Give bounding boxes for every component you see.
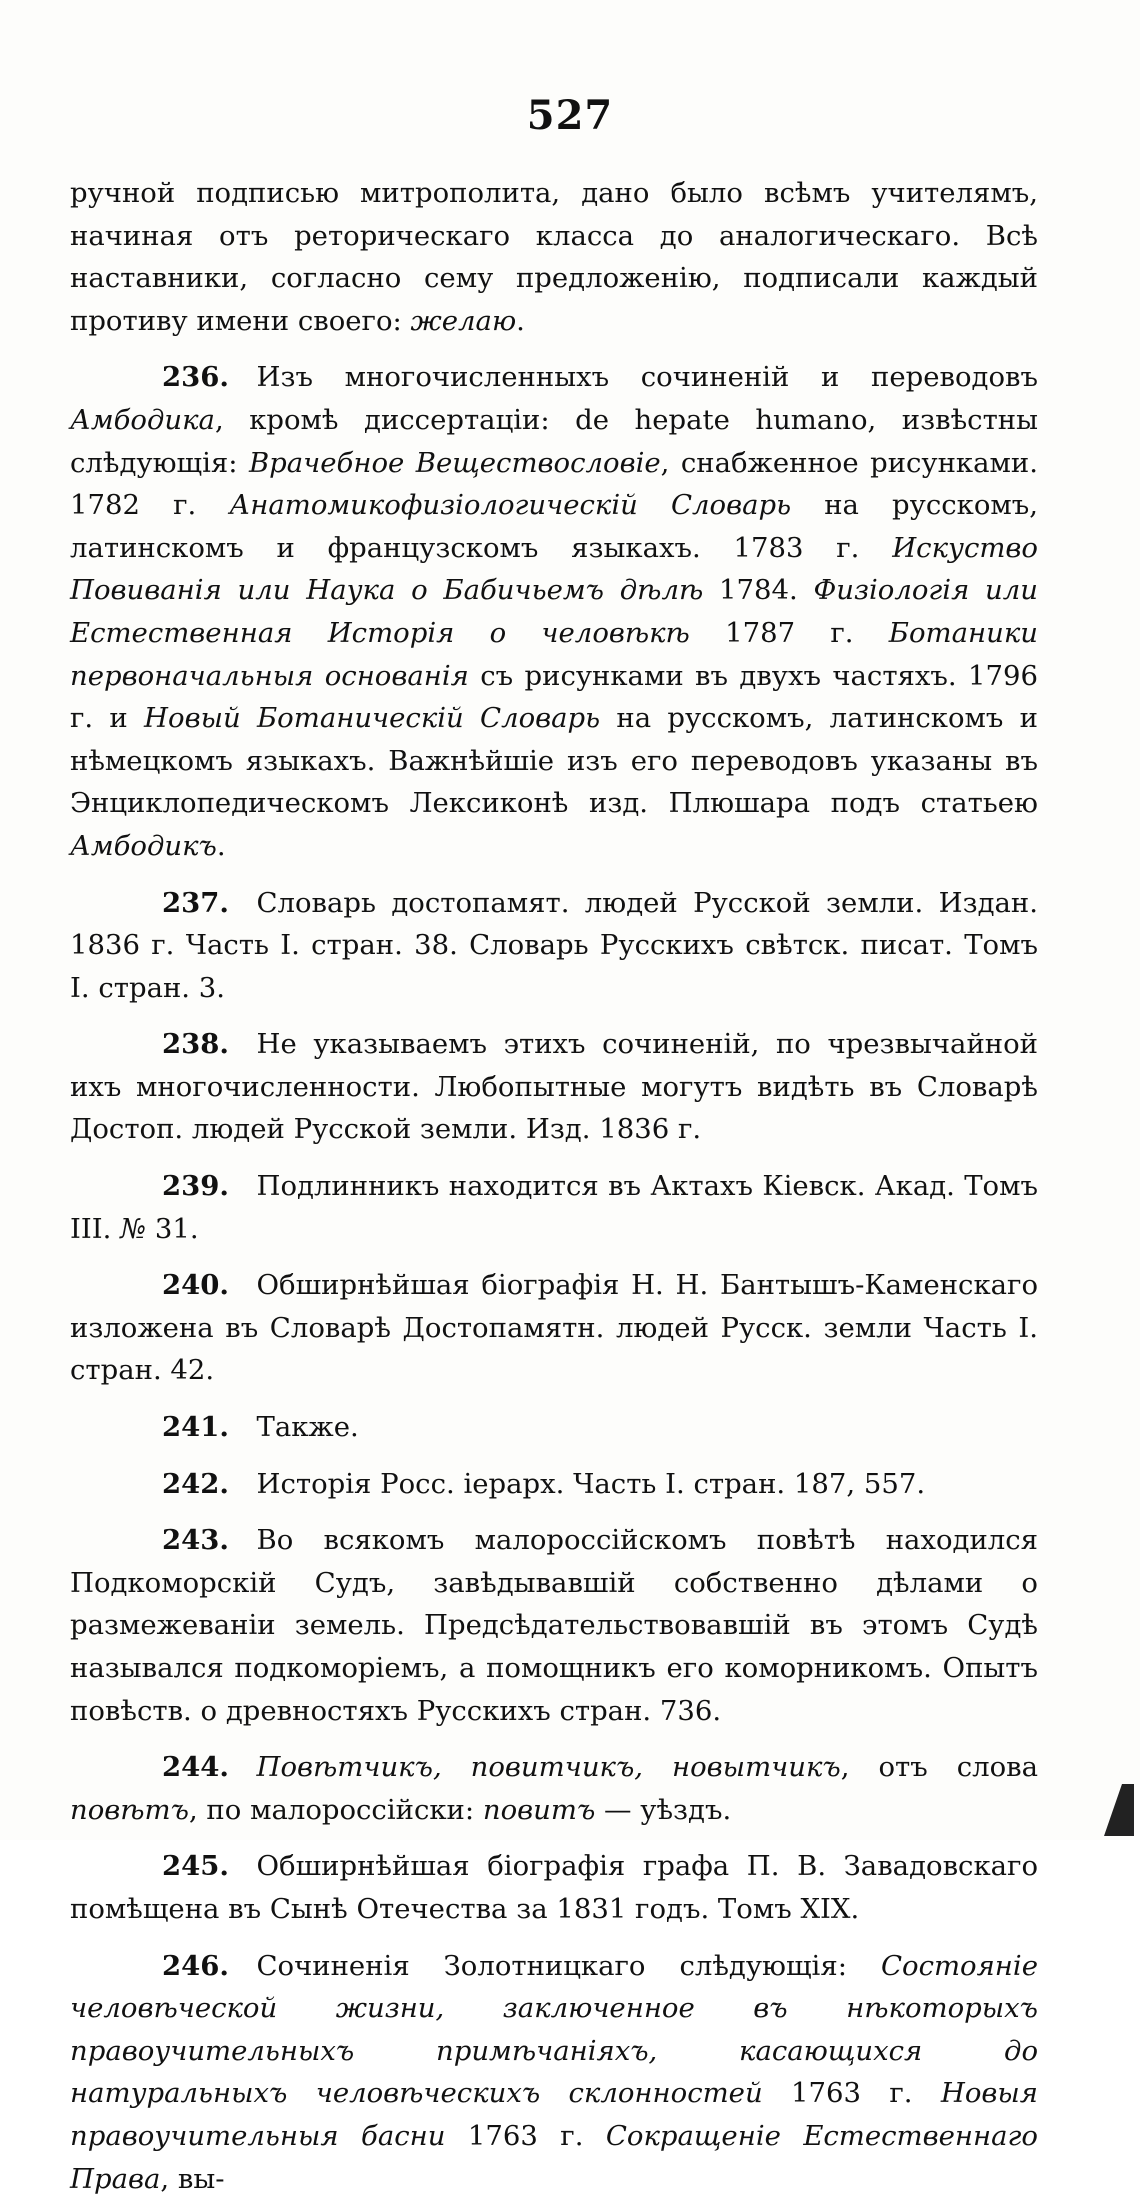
footnote: [70, 1746, 1038, 1831]
footnote-number: 242.: [162, 1467, 229, 1500]
footnote-number: 243.: [162, 1524, 229, 1557]
text-run: , кромѣ диссертаціи: de hepate humano, извѣстны слѣдующія:: [70, 403, 1038, 479]
footnote-number: 246.: [162, 1949, 229, 1982]
text-run: на русскомъ, латинскомъ и французскомъ языкахъ. 1783 г.: [70, 489, 1039, 564]
text-run: Словарь достопамят. людей Русской земли. Издан. 1836 г. Часть I. стран. 38. Словарь Русскихъ свѣтск. писат. Томъ I. стран. 3.: [70, 886, 1038, 1004]
italic-title: №: [120, 1212, 147, 1245]
text-run: 31.: [146, 1212, 199, 1245]
italic-title: Сокращеніе Естественнаго Права: [70, 2119, 1038, 2195]
text-run: Обширнѣйшая біографія Н. Н. Бантышъ-Каменскаго изложена въ Словарѣ Достопамятн. людей Русск. земли Часть I. стран. 42.: [70, 1269, 1038, 1387]
text-run: Изъ многочисленныхъ сочиненій и переводовъ: [256, 361, 1038, 394]
footnote: [70, 1945, 1038, 2200]
footnote-number: 237.: [162, 886, 229, 919]
text-run: 1763 г.: [445, 2119, 606, 2152]
footnote: [70, 882, 1038, 1010]
footnote: [70, 1519, 1038, 1732]
text-run: Также.: [256, 1411, 359, 1444]
text-run: Исторія Росс. іерарх. Часть I. стран. 187, 557.: [256, 1467, 926, 1500]
italic-title: Амбодика: [70, 403, 215, 436]
italic-title: повѣтъ: [70, 1793, 189, 1826]
text-run: Во всякомъ малороссійскомъ повѣтѣ находился Подкоморскій Судъ, завѣдывавшій собственно дѣлами о размежеваніи земель. Предсѣдательствовавшій въ этомъ Судѣ назывался подкоморіемъ, а помощникъ его коморникомъ. Опытъ повѣств. о древностяхъ Русскихъ стран. 736.: [70, 1524, 1038, 1727]
text-run: ручной подписью митрополита, дано было всѣмъ учителямъ, начиная отъ реторическаго класса до аналогическаго. Всѣ наставники, согласно сему предложенію, подписали каждый противу имени своего:: [70, 177, 1038, 337]
footnote: [70, 1165, 1038, 1250]
text-run: 1787 г.: [689, 616, 889, 649]
italic-title: Врачебное Веществословіе: [248, 446, 661, 479]
text-run: .: [516, 304, 525, 337]
italic-title: желаю: [410, 304, 517, 337]
footnotes-text: [70, 172, 1038, 2200]
text-run: — уѣздъ.: [595, 1793, 732, 1826]
italic-title: Состояніе человѣческой жизни, заключенное въ нѣкоторыхъ правоучительныхъ примѣчаніяхъ, касающихся до натуральныхъ человѣческихъ склонностей: [70, 1949, 1038, 2110]
text-run: 1763 г.: [762, 2077, 941, 2110]
footnote-number: 236.: [162, 361, 229, 394]
text-run: Сочиненія Золотницкаго слѣдующія:: [256, 1949, 881, 1982]
footnote-number: 238.: [162, 1028, 229, 1061]
text-run: Не указываемъ этихъ сочиненій, по чрезвычайной ихъ многочисленности. Любопытные могутъ видѣть въ Словарѣ Достоп. людей Русской земли. Изд. 1836 г.: [70, 1028, 1038, 1146]
page-number: 527: [526, 92, 614, 139]
italic-title: Физіологія или Естественная Исторія о человѣкѣ: [70, 574, 1038, 649]
text-run: 1784.: [703, 574, 814, 607]
footnote-number: 240.: [162, 1269, 229, 1302]
footnote: [70, 1463, 1038, 1506]
text-run: Подлинникъ находится въ Актахъ Кіевск. Акад. Томъ III.: [70, 1170, 1038, 1245]
italic-title: Новый Ботаническій Словарь: [144, 702, 601, 735]
footnote-number: 245.: [162, 1850, 229, 1883]
italic-title: Анатомикофизіологическій Словарь: [229, 489, 792, 522]
italic-title: Амбодикъ: [70, 829, 217, 862]
footnote: [70, 1406, 1038, 1449]
italic-title: повитъ: [482, 1793, 596, 1826]
text-run: , снабженное рисунками. 1782 г.: [70, 446, 1038, 522]
page-edge-mark: [1104, 1784, 1134, 1836]
italic-title: Повѣтчикъ, повитчикъ, новытчикъ: [256, 1751, 841, 1784]
text-run: , вы-: [160, 2162, 225, 2195]
text-run: , отъ слова: [840, 1751, 1038, 1784]
footnote: [70, 1845, 1038, 1930]
italic-title: Ботаники первоначальныя основанія: [70, 616, 1038, 692]
footnote-number: 241.: [162, 1411, 229, 1444]
footnote: [70, 356, 1038, 867]
footnote: [70, 1264, 1038, 1392]
italic-title: Искуство Повиванія или Наука о Бабичьемъ дѣлѣ: [70, 531, 1038, 607]
italic-title: Новыя правоучительныя басни: [70, 2077, 1038, 2152]
text-run: съ рисунками въ двухъ частяхъ. 1796 г. и: [70, 659, 1038, 735]
text-run: Обширнѣйшая біографія графа П. В. Завадовскаго помѣщена въ Сынѣ Отечества за 1831 годъ. Томъ XIX.: [70, 1850, 1038, 1925]
footnote-number: 244.: [162, 1751, 229, 1784]
continued-paragraph: [70, 172, 1038, 342]
text-run: на русскомъ, латинскомъ и нѣмецкомъ языкахъ. Важнѣйшіе изъ его переводовъ указаны въ Энциклопедическомъ Лексиконѣ изд. Плюшара подъ статьею: [70, 702, 1039, 820]
text-run: , по малороссійски:: [188, 1793, 483, 1826]
footnote: [70, 1023, 1038, 1151]
text-run: .: [216, 829, 226, 862]
footnote-number: 239.: [162, 1170, 229, 1203]
